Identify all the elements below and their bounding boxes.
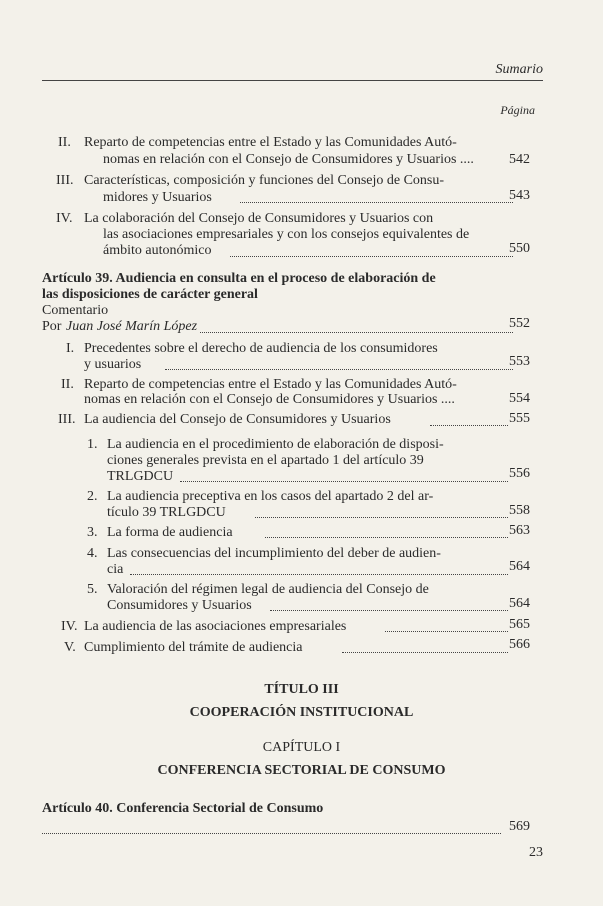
- toc-text: tículo 39 TRLGDCU: [107, 505, 226, 520]
- toc-text: La audiencia en el procedimiento de elaboración de disposi-: [107, 437, 444, 452]
- toc-text: Valoración del régimen legal de audiencia del Consejo de: [107, 582, 429, 597]
- toc-text: La forma de audiencia: [107, 525, 233, 540]
- toc-page-num: 565: [509, 617, 530, 632]
- toc-page-num: 553: [509, 354, 530, 369]
- toc-page-num: 563: [509, 523, 530, 538]
- toc-page-num: 555: [509, 411, 530, 426]
- toc-text: nomas en relación con el Consejo de Consumidores y Usuarios ....: [103, 152, 474, 167]
- article-39-title: Artículo 39. Audiencia en consulta en el proceso de elaboración de: [42, 271, 436, 286]
- toc-text: La colaboración del Consejo de Consumidores y Usuarios con: [84, 211, 434, 226]
- toc-subnum: 4.: [87, 546, 98, 561]
- leader-dots: [255, 517, 508, 518]
- toc-text: Características, composición y funciones del Consejo de Consu-: [84, 173, 445, 188]
- toc-text: ciones generales prevista en el apartado 1 del artículo 39: [107, 453, 424, 468]
- leader-dots: [180, 481, 508, 482]
- toc-roman: IV.: [56, 211, 73, 226]
- header-section-title: Sumario: [495, 62, 543, 77]
- toc-page-num: 569: [509, 819, 530, 834]
- header-rule: [42, 80, 543, 81]
- toc-page-num: 552: [509, 316, 530, 331]
- toc-text: Reparto de competencias entre el Estado y las Comunidades Autó-: [84, 377, 457, 392]
- toc-text: Reparto de competencias entre el Estado y las Comunidades Autó-: [84, 135, 457, 150]
- toc-roman: I.: [66, 341, 75, 356]
- toc-text: La audiencia del Consejo de Consumidores y Usuarios: [84, 412, 391, 427]
- toc-text: Cumplimiento del trámite de audiencia: [84, 640, 303, 655]
- toc-text: Las consecuencias del incumplimiento del deber de audien-: [107, 546, 441, 561]
- toc-text: La audiencia preceptiva en los casos del apartado 2 del ar-: [107, 489, 434, 504]
- toc-page-num: 554: [509, 391, 530, 406]
- leader-dots: [200, 332, 513, 333]
- leader-dots: [42, 833, 501, 834]
- leader-dots: [230, 256, 513, 257]
- page-number: 23: [529, 845, 543, 860]
- por-label: Por: [42, 319, 62, 334]
- article-40-title: Artículo 40. Conferencia Sectorial de Consumo: [42, 801, 324, 816]
- toc-subnum: 5.: [87, 582, 98, 597]
- leader-dots: [165, 369, 513, 370]
- toc-subnum: 3.: [87, 525, 98, 540]
- toc-roman: II.: [58, 135, 71, 150]
- titulo-name: COOPERACIÓN INSTITUCIONAL: [189, 705, 414, 720]
- titulo-label: TÍTULO III: [264, 682, 339, 697]
- toc-text: nomas en relación con el Consejo de Consumidores y Usuarios ....: [84, 392, 455, 407]
- leader-dots: [270, 610, 508, 611]
- leader-dots: [240, 202, 513, 203]
- toc-page-num: 556: [509, 466, 530, 481]
- toc-text: y usuarios: [84, 357, 142, 372]
- toc-text: midores y Usuarios: [103, 190, 212, 205]
- toc-roman: II.: [61, 377, 74, 392]
- toc-text: ámbito autonómico: [103, 243, 212, 258]
- capitulo-label: CAPÍTULO I: [262, 740, 341, 755]
- toc-text: TRLGDCU: [107, 469, 174, 484]
- toc-page-num: 543: [509, 188, 530, 203]
- toc-text: La audiencia de las asociaciones empresariales: [84, 619, 347, 634]
- toc-roman: IV.: [61, 619, 78, 634]
- toc-text: Consumidores y Usuarios: [107, 598, 252, 613]
- toc-subnum: 1.: [87, 437, 98, 452]
- toc-roman: V.: [64, 640, 76, 655]
- toc-roman: III.: [58, 412, 76, 427]
- toc-page-num: 558: [509, 503, 530, 518]
- capitulo-name: CONFERENCIA SECTORIAL DE CONSUMO: [157, 763, 446, 778]
- toc-text: cia: [107, 562, 124, 577]
- leader-dots: [130, 574, 508, 575]
- toc-roman: III.: [56, 173, 74, 188]
- toc-subnum: 2.: [87, 489, 98, 504]
- pagina-label: Página: [500, 103, 535, 117]
- article-39-title-cont: las disposiciones de carácter general: [42, 287, 258, 302]
- toc-text: Precedentes sobre el derecho de audiencia de los consumidores: [84, 341, 438, 356]
- toc-page-num: 564: [509, 596, 530, 611]
- toc-page-num: 566: [509, 637, 530, 652]
- comentario-label: Comentario: [42, 303, 109, 318]
- leader-dots: [265, 537, 508, 538]
- toc-page-num: 550: [509, 241, 530, 256]
- author-name: Juan José Marín López: [66, 319, 198, 334]
- toc-page-num: 564: [509, 559, 530, 574]
- toc-page-num: 542: [509, 152, 530, 167]
- toc-text: las asociaciones empresariales y con los consejos equivalentes de: [103, 227, 470, 242]
